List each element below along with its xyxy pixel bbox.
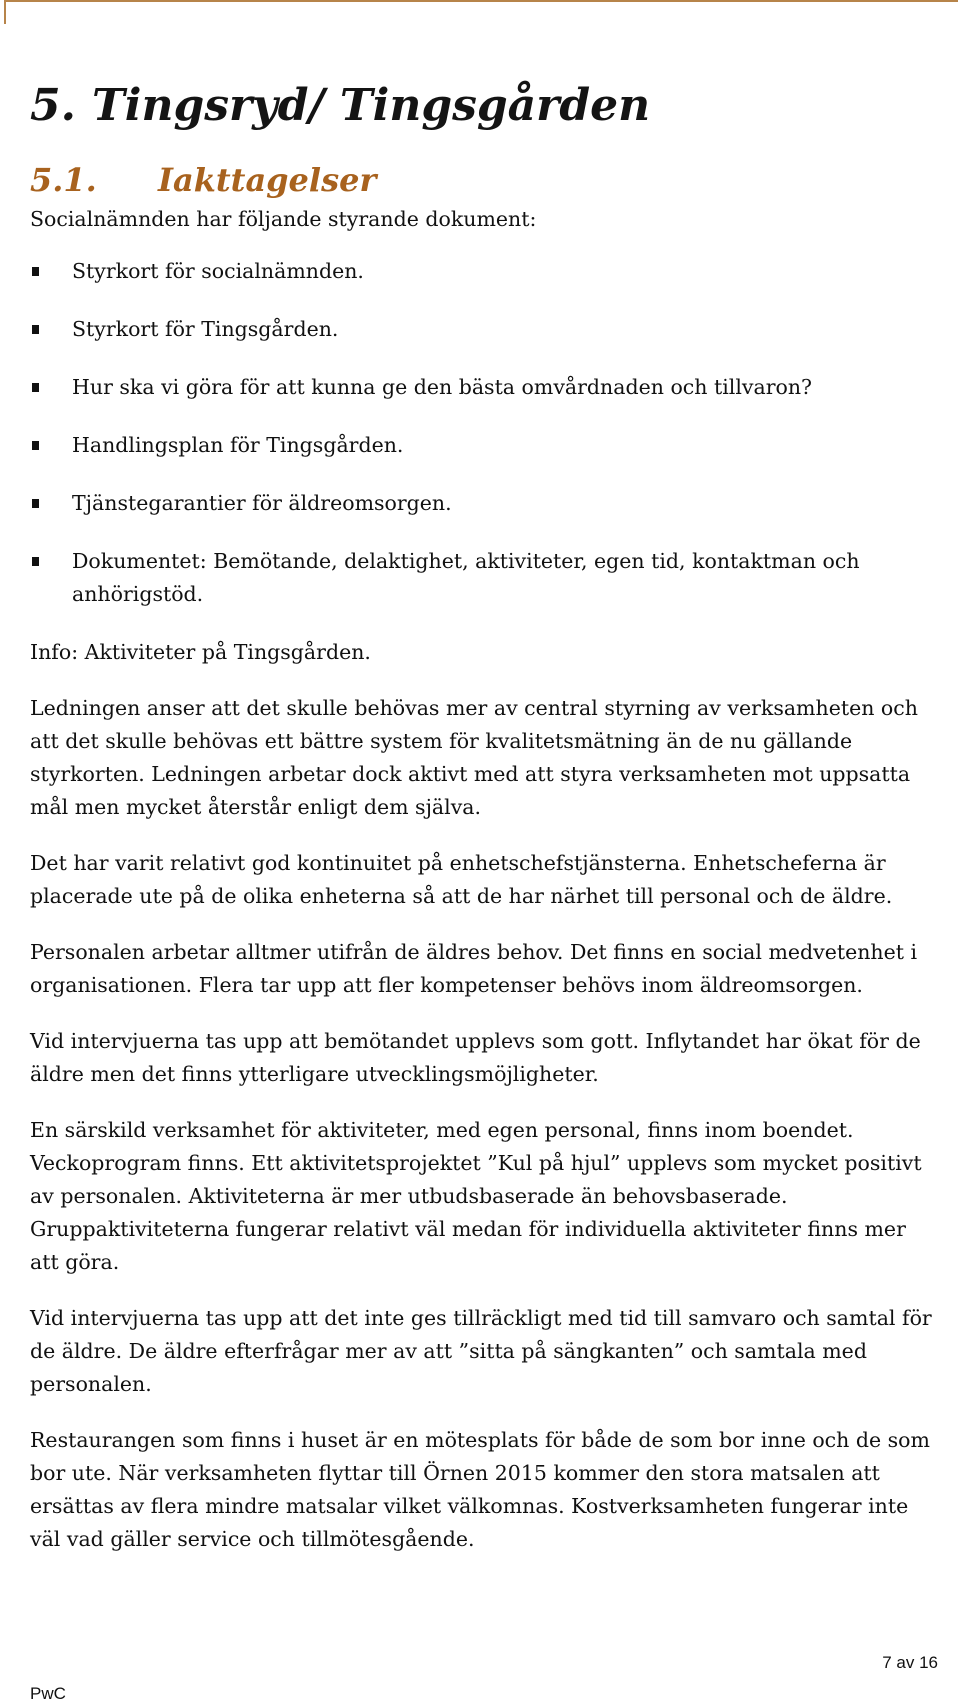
list-item: Dokumentet: Bemötande, delaktighet, aktiviteter, egen tid, kontaktman och anhörigstöd. [30,545,936,611]
section-heading [30,78,650,134]
company-name: PwC [30,1684,66,1703]
list-item: Styrkort för Tingsgården. [30,313,936,346]
intro-paragraph: Socialnämnden har följande styrande dokument: [30,207,537,231]
section-number: 5. [30,80,76,131]
list-item: Styrkort för socialnämnden. [30,255,936,288]
paragraph: Personalen arbetar alltmer utifrån de äldres behov. Det finns en social medvetenhet i organisationen. Flera tar upp att fler kompetenser behövs inom äldreomsorgen. [30,940,918,997]
paragraph: Restaurangen som finns i huset är en mötesplats för både de som bor inne och de som bor ute. När verksamheten flyttar till Örnen 2015 kommer den stora matsalen att ersättas av flera mindre matsalar vilket välkomnas. Kostverksamheten fungerar inte väl vad gäller service och tillmötesgående. [30,1428,930,1551]
subsection-heading [30,160,376,200]
page-number: 7 av 16 [882,1653,938,1672]
square-bullet-icon [32,499,39,508]
document-list [30,255,936,611]
paragraph: Ledningen anser att det skulle behövas mer av central styrning av verksamheten och att det skulle behövas ett bättre system för kvalitetsmätning än de nu gällande styrkorten. Ledningen arbetar dock aktivt med att styra verksamheten mot uppsatta mål men mycket återstår enligt dem själva. [30,696,918,819]
square-bullet-icon [32,557,39,566]
section-title: Tingsryd/ Tingsgården [92,80,651,131]
subsection-number: 5.1. [30,161,97,199]
paragraph: En särskild verksamhet för aktiviteter, med egen personal, finns inom boendet. Veckoprogram finns. Ett aktivitetsprojektet ”Kul på hjul” upplevs som mycket positivt av personalen. Aktiviteterna är mer utbudsbaserade än behovsbaserade. Gruppaktiviteterna fungerar relativt väl medan för individuella aktiviteter finns mer att göra. [30,1118,922,1274]
subsection-title: Iakttagelser [158,161,377,199]
document-body [30,203,936,1579]
paragraph: Det har varit relativt god kontinuitet på enhetschefstjänsterna. Enhetscheferna är placerade ute på de olika enheterna så att de har närhet till personal och de äldre. [30,851,893,908]
list-item: Hur ska vi göra för att kunna ge den bästa omvårdnaden och tillvaron? [30,371,936,404]
list-item: Handlingsplan för Tingsgården. [30,429,936,462]
square-bullet-icon [32,325,39,334]
paragraph: Info: Aktiviteter på Tingsgården. [30,640,371,664]
list-item: Tjänstegarantier för äldreomsorgen. [30,487,936,520]
square-bullet-icon [32,441,39,450]
paragraph: Vid intervjuerna tas upp att bemötandet upplevs som gott. Inflytandet har ökat för de äldre men det finns ytterligare utvecklingsmöjligheter. [30,1029,921,1086]
square-bullet-icon [32,267,39,276]
page-corner-mark [4,0,958,24]
square-bullet-icon [32,383,39,392]
paragraph: Vid intervjuerna tas upp att det inte ges tillräckligt med tid till samvaro och samtal för de äldre. De äldre efterfrågar mer av att ”sitta på sängkanten” och samtala med personalen. [30,1306,932,1396]
